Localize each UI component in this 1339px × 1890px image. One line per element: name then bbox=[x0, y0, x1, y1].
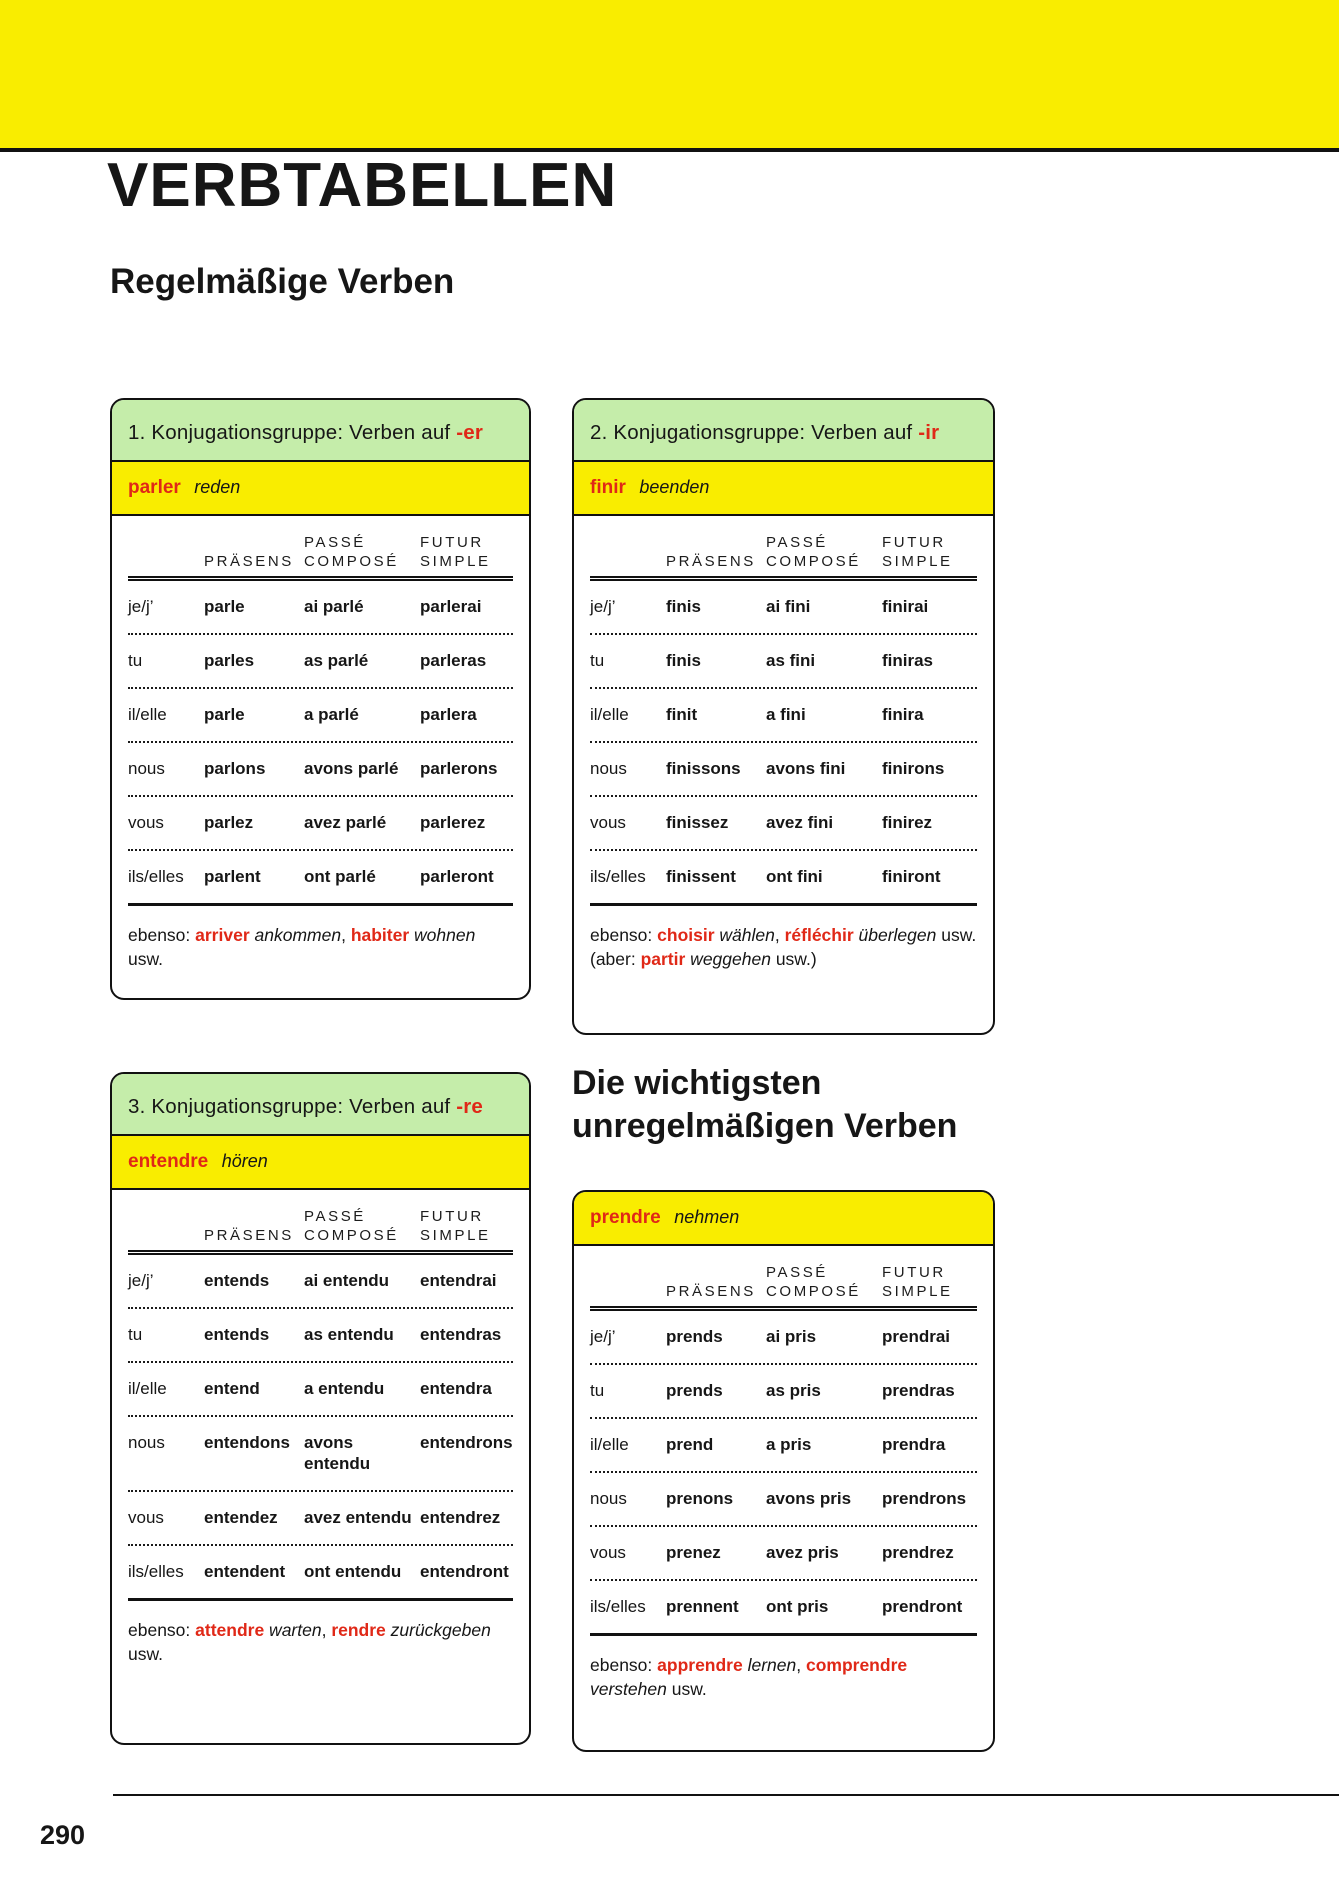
table-row bbox=[590, 1419, 977, 1473]
pronoun-cell: tu bbox=[128, 1325, 143, 1344]
footer-text: usw.) bbox=[770, 949, 817, 969]
table-row bbox=[128, 1492, 513, 1546]
futur-simple-cell: prendrez bbox=[882, 1543, 954, 1562]
related-verb: partir bbox=[640, 949, 686, 969]
footer-text: usw. bbox=[936, 925, 977, 945]
pronoun-cell: tu bbox=[590, 1381, 605, 1400]
table-row bbox=[128, 1309, 513, 1363]
futur-simple-cell: parlera bbox=[420, 705, 477, 724]
praesens-cell: parle bbox=[204, 597, 245, 616]
table-row bbox=[590, 1527, 977, 1581]
passe-compose-cell: a parlé bbox=[304, 705, 359, 724]
footer-text: , bbox=[321, 1620, 332, 1640]
table-row bbox=[590, 743, 977, 797]
conjugation-table-finir bbox=[572, 398, 995, 1035]
footer-text: , bbox=[796, 1655, 806, 1675]
table-body bbox=[112, 516, 529, 995]
praesens-cell: entendez bbox=[204, 1508, 278, 1527]
column-header-futur-simple: FUTUR SIMPLE bbox=[882, 534, 953, 570]
futur-simple-cell: entendra bbox=[420, 1379, 492, 1398]
column-header-futur-simple: FUTUR SIMPLE bbox=[420, 1208, 491, 1244]
table-row bbox=[590, 851, 977, 903]
table-row bbox=[128, 851, 513, 903]
passe-compose-cell: ai fini bbox=[766, 597, 811, 616]
futur-simple-cell: entendrons bbox=[420, 1433, 513, 1452]
praesens-cell: parle bbox=[204, 705, 245, 724]
table-row bbox=[590, 1473, 977, 1527]
praesens-cell: parlent bbox=[204, 867, 261, 886]
rows bbox=[590, 1311, 977, 1633]
futur-simple-cell: finirai bbox=[882, 597, 929, 616]
page-number: 290 bbox=[40, 1820, 86, 1850]
pronoun-cell: tu bbox=[128, 651, 143, 670]
verb-translation: wohnen bbox=[409, 925, 476, 945]
section-heading-irregular bbox=[572, 1062, 1002, 1148]
group-header-text: 2. Konjugationsgruppe: Verben auf bbox=[590, 421, 919, 444]
praesens-cell: prenons bbox=[666, 1489, 734, 1508]
praesens-cell: entends bbox=[204, 1325, 270, 1344]
praesens-cell: prends bbox=[666, 1381, 723, 1400]
verb-translation: wählen bbox=[714, 925, 775, 945]
praesens-cell: prenez bbox=[666, 1543, 721, 1562]
column-header-praesens: PRÄSENS bbox=[666, 1283, 756, 1300]
futur-simple-cell: finira bbox=[882, 705, 924, 724]
passe-compose-cell: ont entendu bbox=[304, 1562, 402, 1581]
futur-simple-cell: entendrai bbox=[420, 1271, 497, 1290]
passe-compose-cell: avons fini bbox=[766, 759, 846, 778]
praesens-cell: finissons bbox=[666, 759, 741, 778]
futur-simple-cell: entendront bbox=[420, 1562, 509, 1581]
passe-compose-cell: avons pris bbox=[766, 1489, 852, 1508]
verb-header bbox=[112, 462, 529, 516]
futur-simple-cell: prendrons bbox=[882, 1489, 967, 1508]
praesens-cell: entend bbox=[204, 1379, 260, 1398]
praesens-cell: prennent bbox=[666, 1597, 739, 1616]
related-verb: attendre bbox=[195, 1620, 265, 1640]
verb-label: prendre bbox=[590, 1207, 661, 1228]
footer-note bbox=[128, 1601, 513, 1666]
pronoun-cell: ils/elles bbox=[590, 1597, 646, 1616]
passe-compose-cell: avez parlé bbox=[304, 813, 387, 832]
group-header bbox=[574, 400, 993, 462]
verb-translation: weggehen bbox=[685, 949, 771, 969]
futur-simple-cell: prendrai bbox=[882, 1327, 951, 1346]
praesens-cell: parlons bbox=[204, 759, 266, 778]
table-row bbox=[590, 1581, 977, 1633]
footer-text: ebenso: bbox=[590, 925, 658, 945]
group-header bbox=[112, 1074, 529, 1136]
pronoun-cell: je/j’ bbox=[128, 597, 154, 616]
futur-simple-cell: entendras bbox=[420, 1325, 502, 1344]
futur-simple-cell: prendront bbox=[882, 1597, 963, 1616]
table-row bbox=[128, 689, 513, 743]
column-header-futur-simple: FUTUR SIMPLE bbox=[420, 534, 491, 570]
passe-compose-cell: avons entendu bbox=[304, 1433, 371, 1473]
conjugation-table-prendre bbox=[572, 1190, 995, 1752]
related-verb: habiter bbox=[350, 925, 410, 945]
passe-compose-cell: ont fini bbox=[766, 867, 823, 886]
column-header-passe-compose: PASSÉ COMPOSÉ bbox=[766, 534, 861, 570]
footer-text: usw. bbox=[666, 1679, 707, 1699]
pronoun-cell: il/elle bbox=[128, 705, 167, 724]
verb-meaning: nehmen bbox=[674, 1207, 740, 1227]
bottom-rule bbox=[113, 1794, 1339, 1796]
column-headers bbox=[590, 516, 977, 571]
pronoun-cell: vous bbox=[590, 1543, 626, 1562]
verb-meaning: hören bbox=[221, 1151, 268, 1171]
futur-simple-cell: finiras bbox=[882, 651, 934, 670]
column-header-praesens: PRÄSENS bbox=[204, 553, 294, 570]
top-yellow-band bbox=[0, 0, 1339, 152]
section-heading-irregular-line2: unregelmäßigen Verben bbox=[572, 1107, 958, 1145]
passe-compose-cell: ai parlé bbox=[304, 597, 364, 616]
group-header-text: 1. Konjugationsgruppe: Verben auf bbox=[128, 421, 457, 444]
passe-compose-cell: a entendu bbox=[304, 1379, 385, 1398]
footer-note bbox=[590, 1636, 977, 1701]
pronoun-cell: nous bbox=[590, 759, 627, 778]
footer-text: usw. bbox=[128, 949, 164, 969]
footer-text: (aber: bbox=[590, 949, 641, 969]
verb-label: finir bbox=[590, 477, 626, 498]
pronoun-cell: je/j’ bbox=[128, 1271, 154, 1290]
praesens-cell: finissez bbox=[666, 813, 729, 832]
footer-note bbox=[128, 906, 513, 971]
passe-compose-cell: avez pris bbox=[766, 1543, 839, 1562]
passe-compose-cell: a fini bbox=[766, 705, 806, 724]
pronoun-cell: tu bbox=[590, 651, 605, 670]
praesens-cell: finis bbox=[666, 651, 701, 670]
group-header bbox=[112, 400, 529, 462]
praesens-cell: prends bbox=[666, 1327, 723, 1346]
column-header-passe-compose: PASSÉ COMPOSÉ bbox=[304, 1208, 399, 1244]
related-verb: apprendre bbox=[657, 1655, 743, 1675]
table-row bbox=[590, 1365, 977, 1419]
futur-simple-cell: prendras bbox=[882, 1381, 955, 1400]
futur-simple-cell: prendra bbox=[882, 1435, 946, 1454]
futur-simple-cell: finirez bbox=[882, 813, 933, 832]
pronoun-cell: ils/elles bbox=[128, 867, 184, 886]
footer-text: , bbox=[341, 925, 351, 945]
verb-meaning: reden bbox=[194, 477, 241, 497]
table-row bbox=[128, 635, 513, 689]
group-header-ending: -re bbox=[456, 1095, 484, 1118]
pronoun-cell: il/elle bbox=[128, 1379, 167, 1398]
futur-simple-cell: parleras bbox=[420, 651, 487, 670]
verb-header bbox=[574, 1192, 993, 1246]
pronoun-cell: nous bbox=[128, 759, 165, 778]
footer-text: ebenso: bbox=[590, 1655, 658, 1675]
verb-translation: warten bbox=[264, 1620, 322, 1640]
column-header-praesens: PRÄSENS bbox=[666, 553, 756, 570]
column-headers bbox=[590, 1246, 977, 1301]
related-verb: rendre bbox=[331, 1620, 386, 1640]
footer-text: usw. bbox=[128, 1644, 164, 1664]
pronoun-cell: nous bbox=[590, 1489, 627, 1508]
passe-compose-cell: as pris bbox=[766, 1381, 821, 1400]
pronoun-cell: vous bbox=[590, 813, 626, 832]
passe-compose-cell: avez entendu bbox=[304, 1508, 412, 1527]
passe-compose-cell: as parlé bbox=[304, 651, 369, 670]
futur-simple-cell: finirons bbox=[882, 759, 945, 778]
conjugation-table-entendre bbox=[110, 1072, 531, 1745]
group-header-ending: -ir bbox=[918, 421, 940, 444]
table-body bbox=[574, 1246, 993, 1725]
verb-translation: verstehen bbox=[590, 1679, 667, 1699]
futur-simple-cell: finiront bbox=[882, 867, 941, 886]
column-header-futur-simple: FUTUR SIMPLE bbox=[882, 1264, 953, 1300]
praesens-cell: prend bbox=[666, 1435, 714, 1454]
praesens-cell: finis bbox=[666, 597, 701, 616]
verb-meaning: beenden bbox=[639, 477, 710, 497]
group-header-ending: -er bbox=[456, 421, 484, 444]
verb-translation: überlegen bbox=[853, 925, 937, 945]
verb-translation: ankommen bbox=[249, 925, 342, 945]
rows bbox=[128, 581, 513, 903]
related-verb: choisir bbox=[657, 925, 715, 945]
table-row bbox=[128, 1363, 513, 1417]
pronoun-cell: il/elle bbox=[590, 1435, 629, 1454]
table-row bbox=[128, 581, 513, 635]
verb-header bbox=[112, 1136, 529, 1190]
pronoun-cell: vous bbox=[128, 813, 164, 832]
futur-simple-cell: parlerez bbox=[420, 813, 486, 832]
passe-compose-cell: as fini bbox=[766, 651, 816, 670]
passe-compose-cell: ai pris bbox=[766, 1327, 817, 1346]
table-row bbox=[590, 1311, 977, 1365]
column-header-passe-compose: PASSÉ COMPOSÉ bbox=[304, 534, 399, 570]
page-title: VERBTABELLEN bbox=[107, 151, 618, 220]
futur-simple-cell: entendrez bbox=[420, 1508, 501, 1527]
futur-simple-cell: parlerons bbox=[420, 759, 498, 778]
passe-compose-cell: as entendu bbox=[304, 1325, 394, 1344]
pronoun-cell: je/j’ bbox=[590, 597, 616, 616]
praesens-cell: entendent bbox=[204, 1562, 286, 1581]
conjugation-table-parler bbox=[110, 398, 531, 1000]
table-row bbox=[590, 689, 977, 743]
passe-compose-cell: avons parlé bbox=[304, 759, 399, 778]
pronoun-cell: nous bbox=[128, 1433, 165, 1452]
praesens-cell: entends bbox=[204, 1271, 270, 1290]
table-row bbox=[128, 1255, 513, 1309]
column-headers bbox=[128, 516, 513, 571]
praesens-cell: finit bbox=[666, 705, 698, 724]
praesens-cell: parles bbox=[204, 651, 255, 670]
table-body bbox=[112, 1190, 529, 1690]
related-verb: arriver bbox=[195, 925, 250, 945]
group-header-text: 3. Konjugationsgruppe: Verben auf bbox=[128, 1095, 457, 1118]
pronoun-cell: ils/elles bbox=[128, 1562, 184, 1581]
rows bbox=[128, 1255, 513, 1598]
table-row bbox=[128, 1417, 513, 1492]
passe-compose-cell: avez fini bbox=[766, 813, 834, 832]
verb-label: entendre bbox=[128, 1151, 209, 1172]
passe-compose-cell: a pris bbox=[766, 1435, 812, 1454]
pronoun-cell: vous bbox=[128, 1508, 164, 1527]
praesens-cell: finissent bbox=[666, 867, 736, 886]
verb-translation: zurückgeben bbox=[385, 1620, 491, 1640]
table-row bbox=[128, 743, 513, 797]
footer-note bbox=[590, 906, 977, 971]
praesens-cell: entendons bbox=[204, 1433, 290, 1452]
table-row bbox=[590, 797, 977, 851]
praesens-cell: parlez bbox=[204, 813, 254, 832]
passe-compose-cell: ont parlé bbox=[304, 867, 376, 886]
column-header-praesens: PRÄSENS bbox=[204, 1227, 294, 1244]
pronoun-cell: je/j’ bbox=[590, 1327, 616, 1346]
rows bbox=[590, 581, 977, 903]
footer-text: ebenso: bbox=[128, 1620, 196, 1640]
section-heading-irregular-line1: Die wichtigsten bbox=[572, 1064, 822, 1102]
column-headers bbox=[128, 1190, 513, 1245]
related-verb: réfléchir bbox=[784, 925, 854, 945]
futur-simple-cell: parlerai bbox=[420, 597, 482, 616]
related-verb: comprendre bbox=[805, 1655, 908, 1675]
verb-translation: lernen bbox=[742, 1655, 797, 1675]
table-row bbox=[590, 581, 977, 635]
footer-text: ebenso: bbox=[128, 925, 196, 945]
table-row bbox=[128, 1546, 513, 1598]
passe-compose-cell: ont pris bbox=[766, 1597, 829, 1616]
verb-header bbox=[574, 462, 993, 516]
passe-compose-cell: ai entendu bbox=[304, 1271, 390, 1290]
table-body bbox=[574, 516, 993, 995]
table-row bbox=[590, 635, 977, 689]
pronoun-cell: il/elle bbox=[590, 705, 629, 724]
verb-label: parler bbox=[128, 477, 181, 498]
pronoun-cell: ils/elles bbox=[590, 867, 646, 886]
column-header-passe-compose: PASSÉ COMPOSÉ bbox=[766, 1264, 861, 1300]
footer-text: , bbox=[774, 925, 785, 945]
table-row bbox=[128, 797, 513, 851]
futur-simple-cell: parleront bbox=[420, 867, 494, 886]
section-heading-regular: Regelmäßige Verben bbox=[110, 262, 455, 301]
